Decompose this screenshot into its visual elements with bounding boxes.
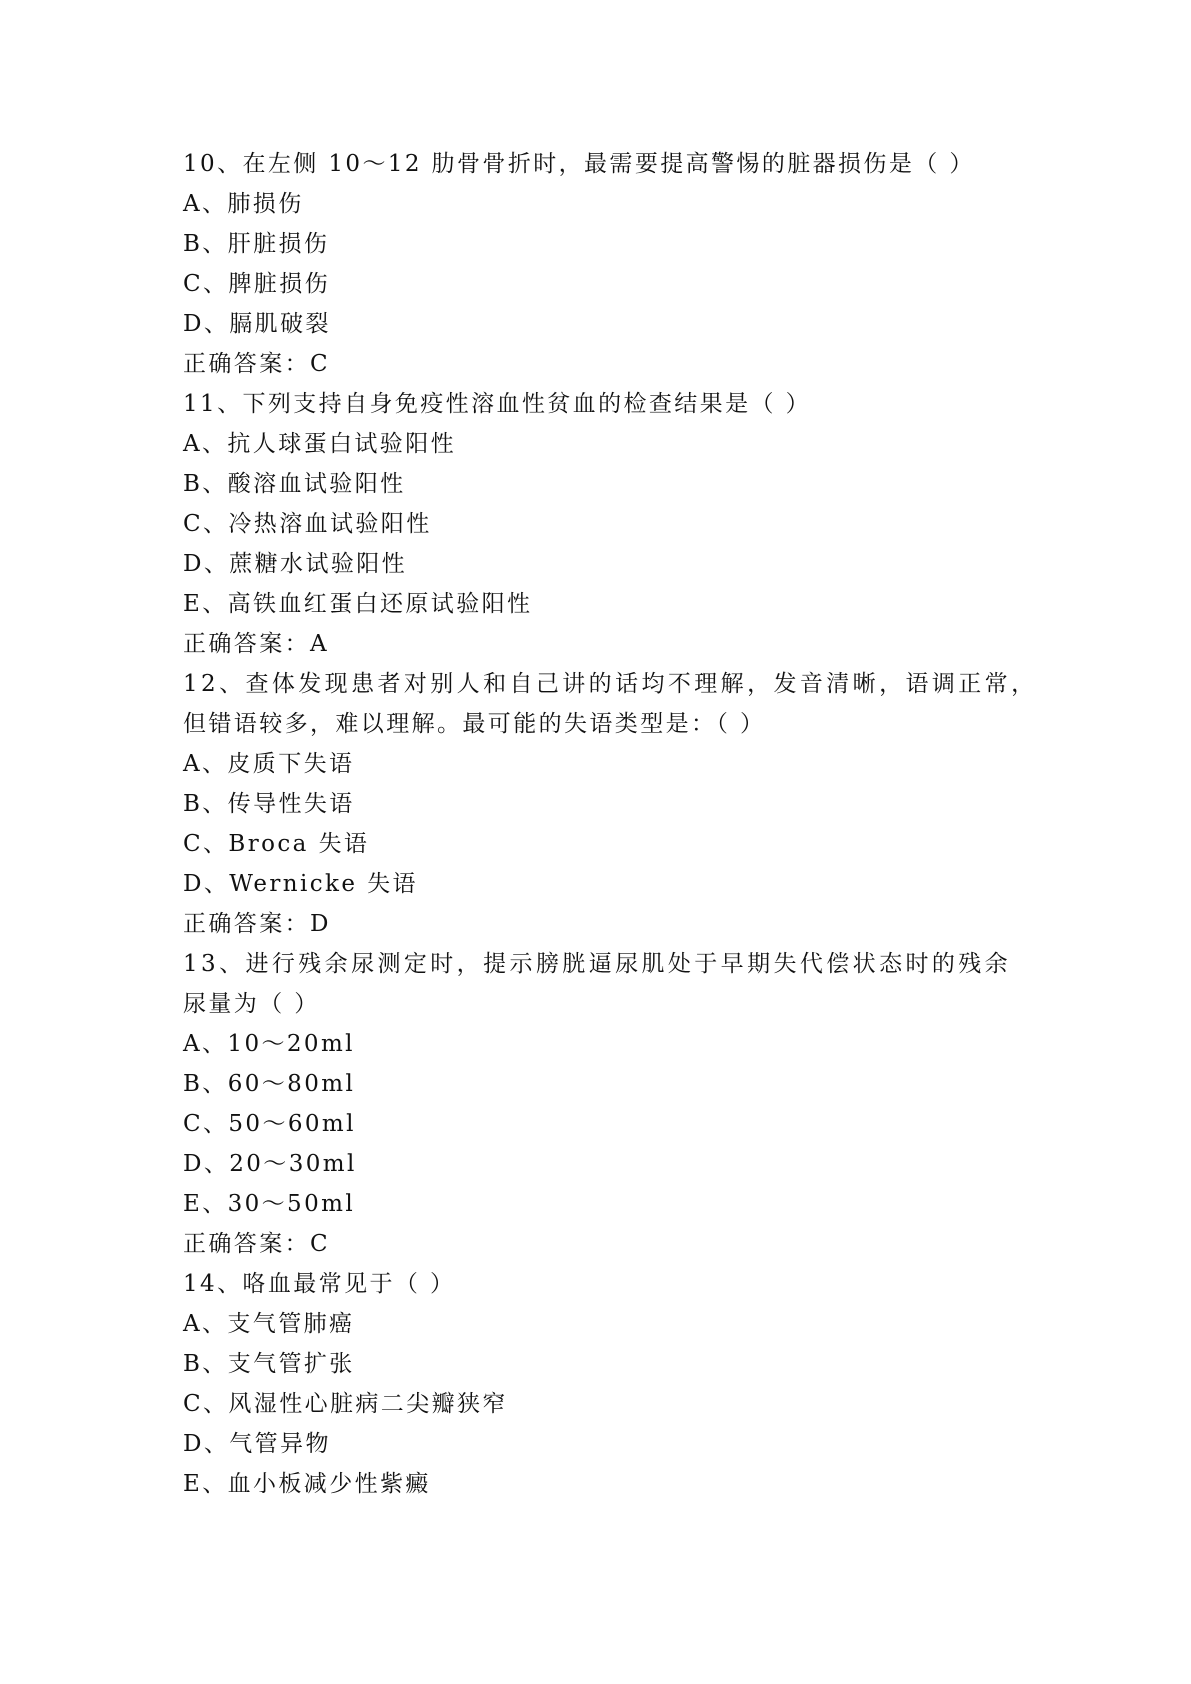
question-11-option-e: E、高铁血红蛋白还原试验阳性 [183,591,533,617]
question-11-option-c: C、冷热溶血试验阳性 [183,511,432,537]
question-10-option-b: B、肝脏损伤 [183,231,330,257]
document-page [183,144,1043,1504]
question-11-option-d: D、蔗糖水试验阳性 [183,551,408,577]
question-12-option-d: D、Wernicke 失语 [183,871,418,897]
question-13-stem-line-1: 13、进行残余尿测定时，提示膀胱逼尿肌处于早期失代偿状态时的残余 [183,951,1012,977]
question-13-answer: 正确答案：C [183,1231,330,1257]
question-10-option-a: A、肺损伤 [183,191,304,217]
question-13-stem-line-2: 尿量为（ ） [183,991,320,1017]
question-12-stem-line-1: 12、查体发现患者对别人和自己讲的话均不理解，发音清晰，语调正常， [183,671,1038,697]
question-12-option-a: A、皮质下失语 [183,751,355,777]
question-13-option-e: E、30～50ml [183,1191,356,1217]
question-13-option-b: B、60～80ml [183,1071,356,1097]
question-14-stem: 14、咯血最常见于（ ） [183,1271,456,1297]
question-14-option-c: C、风湿性心脏病二尖瓣狭窄 [183,1391,508,1417]
question-11-stem: 11、下列支持自身免疫性溶血性贫血的检查结果是（ ） [183,391,811,417]
question-12-option-c: C、Broca 失语 [183,831,370,857]
question-11-answer: 正确答案：A [183,631,330,657]
question-12-answer: 正确答案：D [183,911,331,937]
question-10-answer: 正确答案：C [183,351,330,377]
question-12-option-b: B、传导性失语 [183,791,355,817]
question-11-option-b: B、酸溶血试验阳性 [183,471,406,497]
question-10-option-d: D、膈肌破裂 [183,311,331,337]
question-13-option-a: A、10～20ml [183,1031,355,1057]
question-11-option-a: A、抗人球蛋白试验阳性 [183,431,457,457]
question-13-option-c: C、50～60ml [183,1111,356,1137]
question-14-option-e: E、血小板减少性紫癜 [183,1471,431,1497]
question-10-option-c: C、脾脏损伤 [183,271,330,297]
question-10-stem: 10、在左侧 10～12 肋骨骨折时，最需要提高警惕的脏器损伤是（ ） [183,151,975,177]
question-14-option-b: B、支气管扩张 [183,1351,355,1377]
question-13-option-d: D、20～30ml [183,1151,357,1177]
question-14-option-d: D、气管异物 [183,1431,331,1457]
question-12-stem-line-2: 但错语较多，难以理解。最可能的失语类型是：（ ） [183,711,766,737]
question-14-option-a: A、支气管肺癌 [183,1311,355,1337]
